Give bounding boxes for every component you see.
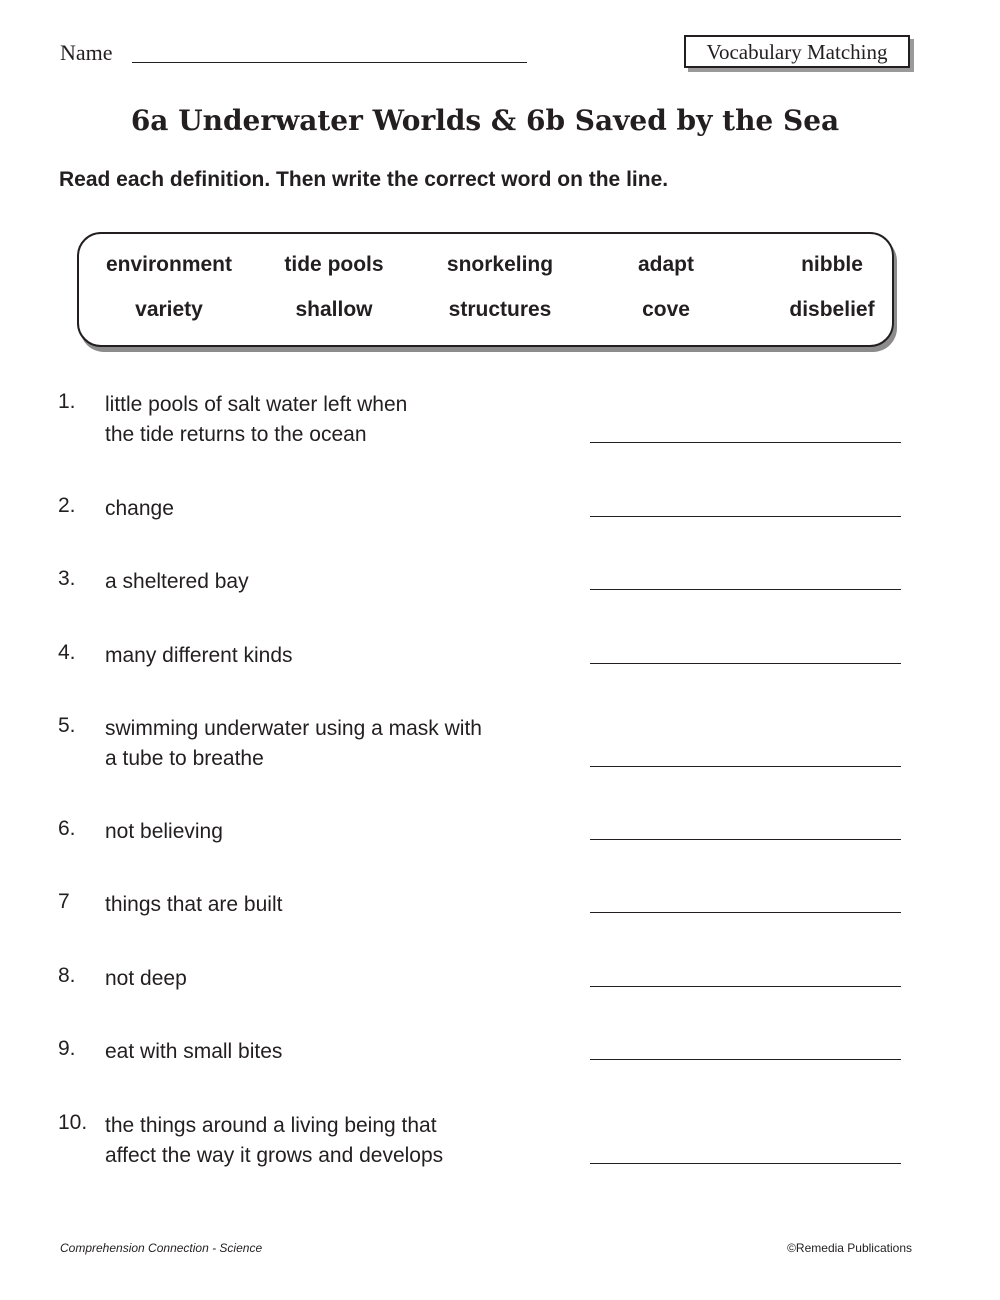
question-number: 5. [58, 714, 76, 737]
word-bank-item: cove [642, 298, 690, 321]
question-number: 3. [58, 567, 76, 590]
word-bank-item: shallow [295, 298, 373, 321]
definition-line: little pools of salt water left when [105, 393, 408, 416]
page-title: 6a Underwater Worlds & 6b Saved by the Sea [130, 104, 840, 137]
question-number: 4. [58, 641, 76, 664]
question-definition [105, 714, 482, 774]
question-definition [105, 494, 174, 524]
word-bank-item: environment [105, 253, 233, 276]
question-number: 6. [58, 817, 76, 840]
answer-line[interactable] [590, 839, 901, 840]
question-definition [105, 964, 187, 994]
name-label: Name [60, 40, 113, 65]
definition-line: not believing [105, 820, 223, 843]
instructions: Read each definition. Then write the correct word on the line. [59, 168, 669, 191]
question-number: 7 [58, 890, 70, 913]
answer-line[interactable] [590, 912, 901, 913]
definition-line: swimming underwater using a mask with [105, 717, 482, 740]
definition-line: change [105, 497, 174, 520]
answer-line[interactable] [590, 442, 901, 443]
question-definition [105, 390, 407, 450]
word-bank-item: nibble [801, 253, 863, 276]
name-input-line[interactable] [132, 62, 527, 63]
answer-line[interactable] [590, 986, 901, 987]
question-number: 8. [58, 964, 76, 987]
definition-line: a tube to breathe [105, 747, 264, 770]
definition-line: the things around a living being that [105, 1114, 437, 1137]
definition-line: the tide returns to the ocean [105, 423, 367, 446]
word-bank-item: disbelief [789, 298, 875, 321]
answer-line[interactable] [590, 589, 901, 590]
answer-line[interactable] [590, 766, 901, 767]
word-bank-item: adapt [637, 253, 694, 276]
question-definition [105, 890, 282, 920]
question-number: 9. [58, 1037, 76, 1060]
word-bank-item: structures [448, 298, 552, 321]
question-definition [105, 1037, 282, 1067]
word-bank-item: snorkeling [446, 253, 554, 276]
definition-line: not deep [105, 967, 187, 990]
question-number: 10. [58, 1111, 88, 1134]
word-bank [77, 232, 894, 347]
word-bank-item: tide pools [284, 253, 384, 276]
footer-copyright: ©Remedia Publications [787, 1241, 912, 1255]
worksheet-type-tag [684, 35, 910, 68]
answer-line[interactable] [590, 663, 901, 664]
definition-line: eat with small bites [105, 1040, 283, 1063]
question-number: 1. [58, 390, 76, 413]
answer-line[interactable] [590, 1163, 901, 1164]
question-number: 2. [58, 494, 76, 517]
worksheet-type-label: Vocabulary Matching [706, 40, 888, 64]
question-definition [105, 1111, 443, 1171]
definition-line: things that are built [105, 893, 283, 916]
footer-source: Comprehension Connection - Science [60, 1241, 263, 1255]
question-definition [105, 817, 223, 847]
answer-line[interactable] [590, 1059, 901, 1060]
definition-line: many different kinds [105, 644, 293, 667]
definition-line: a sheltered bay [105, 570, 249, 593]
definition-line: affect the way it grows and develops [105, 1144, 444, 1167]
word-bank-item: variety [135, 298, 203, 321]
question-definition [105, 641, 293, 671]
question-definition [105, 567, 249, 597]
answer-line[interactable] [590, 516, 901, 517]
